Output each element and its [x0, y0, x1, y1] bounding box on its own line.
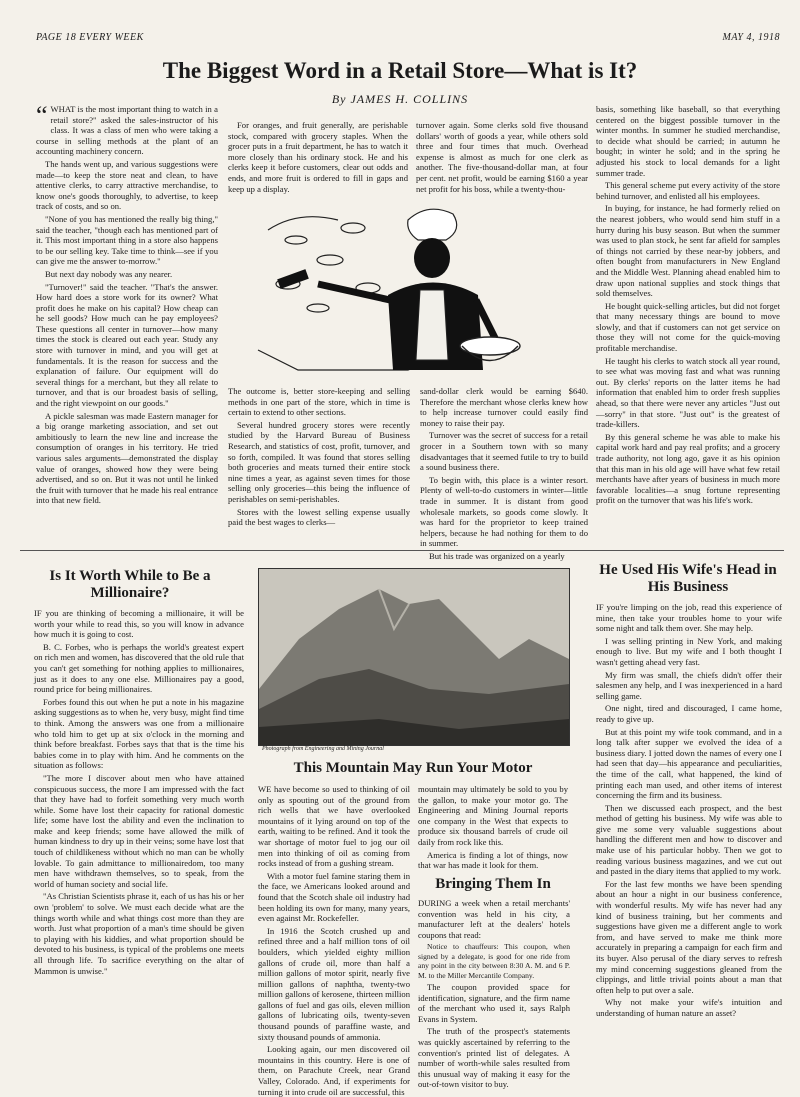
paragraph: B. C. Forbes, who is perhaps the world's greatest expert on rich men and women, has discovered that the old rule that you can't get something for nothing applies to millionaires, just as it does to any one else. Millionaires pay a good, round price for being millionaires. [34, 641, 244, 695]
wife-column [596, 602, 782, 1084]
paragraph: IF you're limping on the job, read this experience of mine, then take your troubles home to your wife some night and talk them over. She may help. [596, 602, 782, 634]
paragraph: This general scheme put every activity of the store behind turnover, and enlisted all his employees. [596, 180, 780, 201]
paragraph: "None of you has mentioned the really big thing," said the teacher, "though each has mentioned part of it. This most important thing in a store also happens to be our selling key. Take time to think—see if you can give me the answer to-morrow." [36, 213, 218, 267]
paragraph: The hands went up, and various suggestions were made—to keep the store neat and clean, to have attentive clerks, to carry attractive merchandise, to know one's goods thoroughly, to advertise, to keep track of costs, and so on. [36, 158, 218, 212]
paragraph: "As Christian Scientists phrase it, each of us has his or her own 'problem' to solve. We must each decide what are the things worth while and what things cost more than they are worth. Just what proportion of a man's time should be given to playing with his kiddies, and what proportion should be devoted to his business, is typical of the problems one meets all through life. To sacrifice everything on the altar of Mammon is unwise." [34, 891, 244, 976]
paragraph: By this general scheme he was able to make his capital work hard and pay real profits; and a grocery trade authority, not long ago, gave it as his opinion that this man in his old age will have what few retail merchants have after years of business in much more favorable localities—a snug fortune representing profit on the turnover that was his life's work. [596, 431, 780, 506]
chef-juggling-illustration [258, 200, 526, 378]
paragraph: I was selling printing in New York, and making enough to live. But my wife and I both thought I wasn't getting ahead very fast. [596, 635, 782, 667]
article-column-3-top [416, 120, 588, 200]
paragraph: My firm was small, the chiefs didn't offer their salesmen any help, and I was inexperienced in a hard selling game. [596, 669, 782, 701]
page-header-date: MAY 4, 1918 [722, 32, 780, 43]
article-column-4 [596, 104, 780, 534]
paragraph: "Turnover!" said the teacher. "That's the answer. How hard does a store work for its owner? What profit does he make on his capital? How cheap can he sell goods? How much can he pay employees? These questions all center in turnover—how many times the stock is cleared out each year. Study any store with turnover in mind, and you will get at fundamentals. It is the reason for success and the explanation of failure. Our equipment will do several things for a merchant, but they all relate to turnover, and that is our broadest basis of selling, and the right viewpoint on our goods." [36, 281, 218, 409]
article-column-2-bottom [228, 386, 410, 534]
paragraph: DURING a week when a retail merchants' convention was held in his city, a manufacturer left at the dealers' hotels coupons that read: [418, 898, 570, 940]
paragraph: But next day nobody was any nearer. [45, 268, 173, 279]
article-column-1 [36, 101, 218, 534]
paragraph: But at this point my wife took command, and in a long talk after supper we evolved the idea of a business diary. I jotted down the names of every one I had seen that day—his appearance and peculiarities, the time of the call, what happened, the kind of printing each man used, and other items of interest concerning the firm and its business. [596, 726, 782, 801]
mountain-column-1 [258, 784, 410, 1097]
mountain-title: This Mountain May Run Your Motor [293, 760, 533, 776]
paragraph: The outcome is, better store-keeping and selling methods in one part of the store, which in time is certain to extend to other sections. [228, 386, 410, 418]
paragraph: America is finding a lot of things, now that war has made it look for them. [418, 849, 568, 871]
paragraph: He bought quick-selling articles, but did not forget that many necessary things are bound to move slowly, and that if customers can not get service on those they will not come for the quick-moving profitable merchandise. [596, 300, 780, 354]
millionaire-title: Is It Worth While to Be a Millionaire? [49, 568, 211, 601]
article-column-3-bottom [420, 386, 588, 561]
paragraph: He taught his clerks to watch stock all year round, to see what was moving fast and what was running out. By clerks' reports on the latter items he had information that enabled him to order fresh supplies ahead, so that there were never any articles "Just out—sorry" in that store. "Just out" is the greatest of trade-killers. [596, 355, 780, 430]
paragraph: In buying, for instance, he had formerly relied on the nearest jobbers, who would send him stuff in a hurry during his busy season. But when the summer was used to plan stock, he sent far afield for samples of things not carried by these near-by jobbers, and often bought from manufacturers in New England and the Middle West. Planning ahead enabled him to draw upon national supplies and stock things that sold themselves. [596, 203, 780, 299]
paragraph: A pickle salesman was made Eastern manager for a big orange marketing association, and set out ambitiously to learn the new line and increase the consumption of oranges in his territory. He tried various sales arguments—demonstrated the display value of oranges, showed how they were being advertised, and so on. But it was not until he linked the fruit with turnover that he made his real entrance into that new field. [36, 410, 218, 506]
paragraph: The truth of the prospect's statements was quickly ascertained by referring to the convention's printed list of delegates. A number of worth-while sales resulted from this unusual way of making it easy for the out-of-town visitor to buy. [418, 1026, 570, 1090]
millionaire-column [34, 608, 244, 1078]
paragraph: mountain may ultimately be sold to you by the gallon, to make your motor go. The Engineering and Mining Journal reports one company in the West that expects to produce six thousand barrels of crude oil daily from rock like this. [418, 784, 568, 847]
paragraph: For oranges, and fruit generally, are perishable stock, compared with grocery staples. When the grocer puts in a fruit department, he has to watch it more closely than his ordinary stock. He and his clerks keep it before customers, clear out odds and ends, and more fruit is ordered to fill in gaps and keep up a display. [228, 120, 408, 194]
paragraph: Several hundred grocery stores were recently studied by the Harvard Bureau of Business Research, and statistics of cost, profit, turnover, and so forth, compiled. It was found that stores selling both groceries and meats turned their entire stock nine times a year, as against seven times for those selling only groceries—this being the influence of perishables on semi-perishables. [228, 419, 410, 504]
paragraph: One night, tired and discouraged, I came home, ready to give up. [596, 703, 782, 724]
paragraph: sand-dollar clerk would be earning $640. Therefore the merchant whose clerks knew how to help increase turnover could easily find money to raise their pay. [420, 386, 588, 428]
bringing-column [418, 898, 570, 1090]
paragraph: With a motor fuel famine staring them in the face, we Americans looked around and found that the Scotch shale oil industry had been holding its own for many, many years, even against Mr. Rockefeller. [258, 870, 410, 924]
paragraph: Turnover was the secret of success for a retail grocer in a Southern town with so many disadvantages that it seemed futile to try to build a sound business there. [420, 430, 588, 473]
bringing-title: Bringing Them In [435, 876, 551, 892]
paragraph: IF you are thinking of becoming a millionaire, it will be worth your while to read this, so you will know in advance how much it is going to cost. [34, 608, 244, 640]
paragraph: Forbes found this out when he put a note in his magazine asking suggestions as to when he, very busy, might find time to think. Among the answers was one from a millionaire who told him to get up at six o'clock in the morning and think before breakfast. Forbes says that that is the time his babies come in to play with him. And he comments on the situation as follows: [34, 696, 244, 771]
mountain-column-2 [418, 784, 568, 871]
oil-shale-mountain-photo [258, 568, 570, 746]
paragraph: For the last few months we have been spending about an hour a night in our business conference, with wonderful results. My wife has never had any kind of business training, but her comments and suggestions have given me a different angle to work from, and have served to make me think more accurately in preparing a campaign for each firm and its buyer. Also perusal of the diary serves to refresh my mind concerning suggestions gleaned from the clippings, and little trivial points about a man that often help to put over a sale. [596, 878, 782, 995]
paragraph: In 1916 the Scotch crushed up and refined three and a half million tons of oil boulders, which yielded eighty million gallons of crude oil, more than half a million gallons of motor spirit, nearly five million gallons of naphtha, twenty-two million gallons of kerosene, thirteen million gallons of fuel and gas oils, eleven million gallons of lubricating oils, twenty-seven thousand pounds of paraffine waste, and sixty thousand pounds of ammonia. [258, 925, 410, 1042]
page-header-left: PAGE 18 EVERY WEEK [36, 32, 144, 43]
section-divider [20, 550, 784, 551]
wife-title: He Used His Wife's Head in His Business [599, 562, 777, 595]
paragraph: basis, something like baseball, so that everything centered on the biggest possible turnover in the winter months. In summer he studied merchandise, to decide what should be carried; in autumn he bought; in winter he sold; and in the spring he adjusted his stock to local demands for a light summer trade. [596, 104, 780, 178]
paragraph: To begin with, this place is a winter resort. Plenty of well-to-do customers in winter—little trade in summer. It is distant from good wholesale markets, so goods come slowly. It was hard for the proprietor to keep trained helpers, because he had nothing for them to do in summer. [420, 474, 588, 549]
drop-cap-quote: “ [36, 101, 48, 130]
article-title: The Biggest Word in a Retail Store—What is It? [162, 58, 638, 83]
paragraph: Why not make your wife's intuition and understanding of human nature an asset? [596, 997, 782, 1018]
article-byline: By JAMES H. COLLINS [331, 92, 469, 106]
paragraph: Looking again, our men discovered oil mountains in this country. Here is one of them, on Parachute Creek, near Grand Valley, Colorado. And, if experiments for turning it into crude oil are successful, this [258, 1044, 410, 1097]
paragraph: The coupon provided space for identification, signature, and the firm name of the merchant who used it, says Ralph Evans in System. [418, 982, 570, 1024]
paragraph: WE have become so used to thinking of oil only as spouting out of the ground from rich wells that we have overlooked mountains of it lying around on top of the earth, waiting to be refined. And it took the war shortage of motor fuel to jog our oil men into thinking of oil as coming from rocks instead of from a gushing stream. [258, 784, 410, 869]
paragraph: turnover again. Some clerks sold five thousand dollars' worth of goods a year, while others sold three and four times that much. Overhead expense is almost as much for one clerk as another. The five-thousand-dollar man, at four per cent. net profit, would be earning $160 a year net profit for his boss, while a twenty-thou- [416, 120, 588, 194]
paragraph: “ WHAT is the most important thing to watch in a retail store?" asked the sales-instructor of his class. It was a class of men who were taking a course in selling methods at the plant of an accounting machinery concern. [36, 101, 218, 157]
paragraph: But his trade was organized on a yearly [429, 550, 565, 561]
coupon-notice: Notice to chauffeurs: This coupon, when signed by a delegate, is good for one ride from any point in the city between 8:30 A. M. and 6 P. M. to the Miller Mercantile Company. [418, 942, 570, 980]
paragraph: Stores with the lowest selling expense usually paid the best wages to clerks— [228, 506, 410, 528]
paragraph: Then we discussed each prospect, and the best method of getting his business. My wife was able to give me some very valuable suggestions about handling the different men and how to discover and make use of his particular hobby. Then we got to reading various business magazines, and we cut out and pasted in the diary items that applied to my work. [596, 802, 782, 877]
paragraph: "The more I discover about men who have attained conspicuous success, the more I am impressed with the fact that they have had to forfeit something very much worth while. Some have lost their capacity for rational domestic life; some have lost the ability and even the inclination to make and keep friends; some have allowed the milk of human kindness to dry up in their veins; some have lost that touch of childlikeness without which no man can be wholly lovable. To gain admittance to millionairedom, too many men have withdrawn themselves, so to speak, from the world of human society and social life. [34, 772, 244, 889]
article-column-2-top [228, 120, 408, 200]
photo-credit: Photograph from Engineering and Mining Journal [262, 746, 384, 752]
